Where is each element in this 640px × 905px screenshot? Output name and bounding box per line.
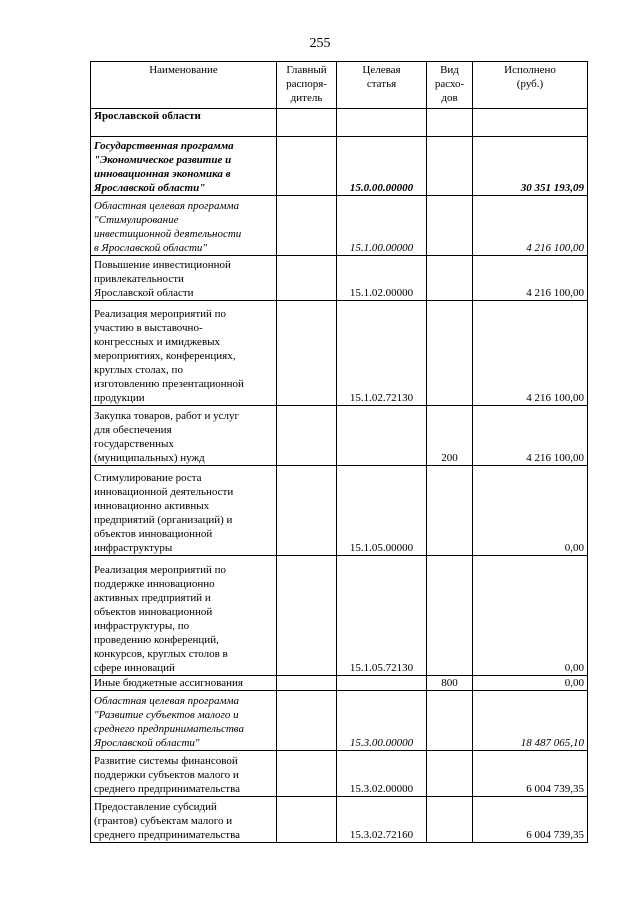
row-expense-type bbox=[427, 466, 473, 556]
table-row bbox=[91, 406, 588, 466]
row-name: Развитие системы финансовой поддержки субъектов малого и среднего предпринимательства bbox=[91, 751, 277, 797]
row-name: Ярославской области bbox=[91, 109, 277, 137]
row-amount: 0,00 bbox=[473, 676, 588, 691]
row-target-code: 15.1.05.00000 bbox=[337, 466, 427, 556]
header-executed: Исполнено (руб.) bbox=[473, 62, 588, 109]
row-target-code: 15.1.05.72130 bbox=[337, 556, 427, 676]
row-amount: 4 216 100,00 bbox=[473, 301, 588, 406]
table-row bbox=[91, 676, 588, 691]
row-expense-type: 200 bbox=[427, 406, 473, 466]
table-row bbox=[91, 301, 588, 406]
row-target-code bbox=[337, 109, 427, 137]
table-row bbox=[91, 691, 588, 751]
table-row bbox=[91, 751, 588, 797]
row-target-code bbox=[337, 406, 427, 466]
row-target-code: 15.1.02.00000 bbox=[337, 256, 427, 301]
table-row bbox=[91, 466, 588, 556]
row-target-code: 15.3.02.72160 bbox=[337, 797, 427, 843]
row-main-manager bbox=[277, 256, 337, 301]
row-target-code bbox=[337, 676, 427, 691]
table-row bbox=[91, 109, 588, 137]
row-main-manager bbox=[277, 109, 337, 137]
row-amount: 4 216 100,00 bbox=[473, 256, 588, 301]
row-target-code: 15.1.02.72130 bbox=[337, 301, 427, 406]
row-expense-type bbox=[427, 556, 473, 676]
table-row bbox=[91, 256, 588, 301]
row-expense-type bbox=[427, 256, 473, 301]
row-expense-type: 800 bbox=[427, 676, 473, 691]
table-row bbox=[91, 137, 588, 196]
row-expense-type bbox=[427, 137, 473, 196]
header-name: Наименование bbox=[91, 62, 277, 109]
header-target-article: Целевая статья bbox=[337, 62, 427, 109]
row-expense-type bbox=[427, 301, 473, 406]
row-main-manager bbox=[277, 556, 337, 676]
row-amount: 0,00 bbox=[473, 556, 588, 676]
budget-table bbox=[90, 61, 588, 843]
row-expense-type bbox=[427, 196, 473, 256]
row-name: Иные бюджетные ассигнования bbox=[91, 676, 277, 691]
row-amount: 4 216 100,00 bbox=[473, 406, 588, 466]
row-main-manager bbox=[277, 406, 337, 466]
row-amount: 6 004 739,35 bbox=[473, 751, 588, 797]
row-name: Государственная программа "Экономическое развитие и инновационная экономика в Ярославской области" bbox=[91, 137, 277, 196]
row-target-code: 15.3.02.00000 bbox=[337, 751, 427, 797]
row-amount: 0,00 bbox=[473, 466, 588, 556]
row-target-code: 15.3.00.00000 bbox=[337, 691, 427, 751]
row-main-manager bbox=[277, 691, 337, 751]
row-name: Реализация мероприятий по поддержке инновационно активных предприятий и объектов инновационной инфраструктуры, по проведению конференций, конкурсов, круглых столов в сфере инноваций bbox=[91, 556, 277, 676]
row-main-manager bbox=[277, 301, 337, 406]
row-target-code: 15.0.00.00000 bbox=[337, 137, 427, 196]
row-expense-type bbox=[427, 751, 473, 797]
row-amount: 18 487 065,10 bbox=[473, 691, 588, 751]
row-main-manager bbox=[277, 676, 337, 691]
table-header-row bbox=[91, 62, 588, 109]
row-target-code: 15.1.00.00000 bbox=[337, 196, 427, 256]
header-expense-type: Вид расхо- дов bbox=[427, 62, 473, 109]
row-name: Реализация мероприятий по участию в выставочно- конгрессных и имиджевых мероприятиях, конференциях, круглых столах, по изготовлению презентационной продукции bbox=[91, 301, 277, 406]
header-main-manager: Главный распоря- дитель bbox=[277, 62, 337, 109]
table-row bbox=[91, 196, 588, 256]
row-name: Областная целевая программа "Развитие субъектов малого и среднего предпринимательства Ярославской области" bbox=[91, 691, 277, 751]
row-amount bbox=[473, 109, 588, 137]
row-name: Областная целевая программа "Стимулирование инвестиционной деятельности в Ярославской области" bbox=[91, 196, 277, 256]
row-amount: 6 004 739,35 bbox=[473, 797, 588, 843]
row-name: Закупка товаров, работ и услуг для обеспечения государственных (муниципальных) нужд bbox=[91, 406, 277, 466]
row-main-manager bbox=[277, 751, 337, 797]
row-main-manager bbox=[277, 797, 337, 843]
row-expense-type bbox=[427, 109, 473, 137]
row-name: Повышение инвестиционной привлекательности Ярославской области bbox=[91, 256, 277, 301]
page-number: 255 bbox=[309, 36, 331, 51]
row-expense-type bbox=[427, 691, 473, 751]
row-main-manager bbox=[277, 466, 337, 556]
row-main-manager bbox=[277, 196, 337, 256]
table-row bbox=[91, 556, 588, 676]
row-name: Стимулирование роста инновационной деятельности инновационно активных предприятий (организаций) и объектов инновационной инфраструктуры bbox=[91, 466, 277, 556]
row-amount: 30 351 193,09 bbox=[473, 137, 588, 196]
row-main-manager bbox=[277, 137, 337, 196]
row-expense-type bbox=[427, 797, 473, 843]
table-row bbox=[91, 797, 588, 843]
row-amount: 4 216 100,00 bbox=[473, 196, 588, 256]
row-name: Предоставление субсидий (грантов) субъектам малого и среднего предпринимательства bbox=[91, 797, 277, 843]
